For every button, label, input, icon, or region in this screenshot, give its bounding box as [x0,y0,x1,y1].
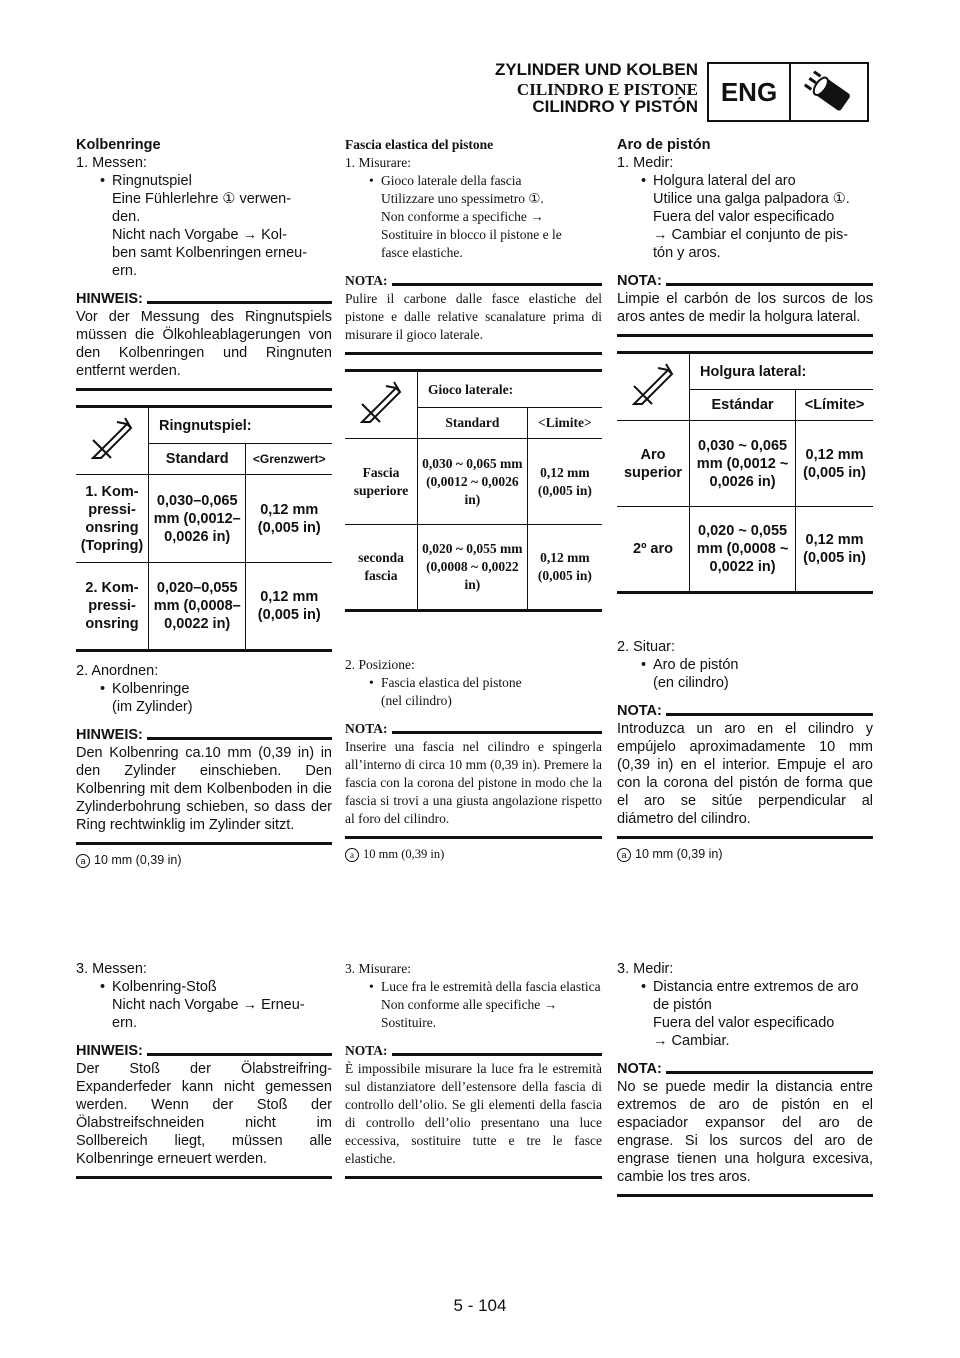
wrench-icon [791,64,867,120]
row-name: 2º aro [617,507,690,593]
row-limit: 0,12 mm (0,005 in) [796,507,873,593]
note-text: Limpie el carbón de los surcos de los aros antes de medir la holgura lateral. [617,291,873,325]
note-heading: NOTA: [345,1043,388,1058]
column-italian [345,136,602,863]
step-3: 3. Medir: [617,961,674,977]
row-standard: 0,020 ~ 0,055 mm (0,0008 ~ 0,0022 in) [690,507,796,593]
column-italian-lower [345,960,602,1179]
caliper-icon [345,371,418,439]
step-3-line: Fuera del valor especificado [653,1015,835,1031]
table-title: Gioco laterale: [418,371,603,408]
note-text: È impossibile misurare la luce fra le estremità sul distanziatore dell’estensore della fascia di controllo dell’olio. Se gli elementi della fascia di controllo dell’olio presentano una luce eccessiva, sostituire tutte e tre le fasce elastiche. [345,1061,602,1166]
step-1-line: ern. [112,263,137,279]
row-name: seconda fascia [345,525,418,611]
col-standard: Standard [418,408,528,439]
column-german [76,136,332,869]
row-name: Aro superior [617,421,690,507]
note-2 [617,702,873,839]
note-3 [345,1042,602,1179]
label-marker: a [76,854,90,868]
row-standard: 0,030–0,065 mm (0,0012–0,0026 in) [149,475,246,563]
note-3 [76,1042,332,1179]
step-1-line: Utilice una galga palpadora ①. [653,191,850,207]
column-spanish [617,136,873,863]
note-text: Inserire una fascia nel cilindro e spingerla all’interno di circa 10 mm (0,39 in). Premere la fascia con la corona del pistone in modo che la fascia si trovi a una giusta angolazione rispetto al foro del cilindro. [345,739,602,826]
note-heading: NOTA: [617,703,662,719]
step-1-line: Sostituire in blocco il pistone e le [381,227,562,242]
row-limit: 0,12 mm (0,005 in) [796,421,873,507]
col-standard: Standard [149,444,246,475]
note-heading: NOTA: [345,721,388,736]
note-heading: NOTA: [617,1061,662,1077]
step-2-bullet: • Aro de pistón [617,656,873,674]
row-limit: 0,12 mm (0,005 in) [527,525,602,611]
label-marker: a [617,848,631,862]
step-3-bullet: • Distancia entre extremos de aro de pistón [617,978,873,1014]
step-1-bullet: • Holgura lateral del aro [617,172,873,190]
note-heading: NOTA: [345,273,388,288]
note-heading: NOTA: [617,273,662,289]
step-1-line: Eine Fühlerlehre ① verwen- [112,191,292,207]
note-2 [345,720,602,839]
row-name: Fascia superiore [345,439,418,525]
note-text: Introduzca un aro en el cilindro y empújelo aproximadamente 10 mm (0,39 in) en el interior. Empuje el aro con la corona del pistón de forma que el aro se sitúe perpendicular al diámetro del cilindro. [617,721,873,827]
step-2: 2. Posizione: [345,657,415,672]
spec-table [76,405,332,652]
language-badge [707,62,869,122]
col-limit: <Límite> [796,390,873,421]
step-3: 3. Misurare: [345,961,411,976]
step-1-line: den. [112,209,141,225]
column-spanish-lower [617,960,873,1197]
step-1-line: tón y aros. [653,245,721,261]
section-title: Kolbenringe [76,137,161,153]
note-3 [617,1060,873,1197]
column-german-lower [76,960,332,1179]
row-standard: 0,020–0,055 mm (0,0008–0,0022 in) [149,563,246,651]
table-title: Holgura lateral: [690,353,874,390]
row-limit: 0,12 mm (0,005 in) [246,563,332,651]
note-1 [345,272,602,355]
step-1-line: Utilizzare uno spessimetro ①. [381,191,544,206]
row-standard: 0,030 ~ 0,065 mm (0,0012 ~ 0,0026 in) [418,439,528,525]
note-heading: HINWEIS: [76,291,143,307]
note-text: Vor der Messung des Ringnutspiels müssen die Ölkohleablagerungen von den Kolbenringen und Ringnuten entfernt werden. [76,309,332,379]
header-title-it: CILINDRO E PISTONE [516,80,698,99]
step-1-line: → Cambiar el conjunto de pis- [653,227,849,243]
step-2-line: (nel cilindro) [381,693,452,708]
step-3-line: ern. [112,1015,137,1031]
note-text: Pulire il carbone dalle fasce elastiche del pistone e dalle relative scanalature prima di misurare il gioco laterale. [345,291,602,342]
step-1-line: Nicht nach Vorgabe → Kol- [112,227,287,243]
row-standard: 0,030 ~ 0,065 mm (0,0012 ~ 0,0026 in) [690,421,796,507]
note-2 [76,726,332,845]
step-1: 1. Messen: [76,155,147,171]
caliper-icon [76,407,149,475]
note-text: Der Stoß der Ölabstreifring-Expanderfeder kann nicht gemessen werden. Wenn der Stoß der Ölabstreifschneiden nicht im Sollbereich liegt, müssen alle Kolbenringe erneuert werden. [76,1061,332,1167]
step-2-bullet: • Kolbenringe [76,680,332,698]
step-2-line: (im Zylinder) [112,699,193,715]
label-text: 10 mm (0,39 in) [635,847,723,861]
step-1-line: Fuera del valor especificado [653,209,835,225]
note-heading: HINWEIS: [76,727,143,743]
section-title: Aro de pistón [617,137,711,153]
header-title-de: ZYLINDER UND KOLBEN [494,60,698,79]
step-2-line: (en cilindro) [653,675,729,691]
step-1-line: Non conforme a specifiche → [381,209,544,224]
step-2: 2. Situar: [617,639,676,655]
step-1: 1. Medir: [617,155,674,171]
label-text: 10 mm (0,39 in) [363,847,445,861]
row-limit: 0,12 mm (0,005 in) [246,475,332,563]
spec-table [617,351,873,594]
step-1-bullet: • Ringnutspiel [76,172,332,190]
step-1-line: ben samt Kolbenringen erneu- [112,245,308,261]
caliper-icon [617,353,690,421]
step-3-line: Sostituire. [381,1015,437,1030]
spec-table [345,369,602,612]
step-1: 1. Misurare: [345,155,411,170]
figure-label [76,851,332,869]
step-3-line: → Cambiar. [653,1033,730,1049]
table-title: Ringnutspiel: [149,407,333,444]
step-3: 3. Messen: [76,961,147,977]
section-title: Fascia elastica del pistone [345,137,494,152]
step-3-line: Non conforme alle specifiche → [381,997,558,1012]
step-3-line: Nicht nach Vorgabe → Erneu- [112,997,305,1013]
row-name: 1. Kom-pressi-onsring (Topring) [76,475,149,563]
step-2: 2. Anordnen: [76,663,159,679]
step-3-bullet: • Luce fra le estremità della fascia elastica [345,978,602,996]
row-name: 2. Kom-pressi-onsring [76,563,149,651]
step-1-line: fasce elastiche. [381,245,463,260]
note-1 [617,272,873,337]
row-limit: 0,12 mm (0,005 in) [527,439,602,525]
page-number: 5 - 104 [453,1296,507,1315]
col-standard: Estándar [690,390,796,421]
label-marker: a [345,848,359,862]
header-title-es: CILINDRO Y PISTÓN [532,97,698,116]
label-text: 10 mm (0,39 in) [94,853,182,867]
figure-label [617,845,873,863]
figure-label [345,845,602,863]
step-3-bullet: • Kolbenring-Stoß [76,978,332,996]
note-text: Den Kolbenring ca.10 mm (0,39 in) in den Zylinder einschieben. Den Kolbenring mit dem Kolbenboden in die Zylinderbohrung schieben, so dass der Ring rechtwinklig im Zylinder sitzt. [76,745,332,833]
language-label: ENG [709,64,791,120]
note-heading: HINWEIS: [76,1043,143,1059]
step-2-bullet: • Fascia elastica del pistone [345,674,602,692]
note-1 [76,290,332,391]
step-1-bullet: • Gioco laterale della fascia [345,172,602,190]
row-standard: 0,020 ~ 0,055 mm (0,0008 ~ 0,0022 in) [418,525,528,611]
note-text: No se puede medir la distancia entre extremos de aro de pistón en el espaciador expansor del aro de engrase. Si los surcos del aro de engrase tienen una holgura excesiva, cambie los tres aros. [617,1079,873,1185]
col-limit: <Grenzwert> [246,444,332,475]
col-limit: <Limite> [527,408,602,439]
